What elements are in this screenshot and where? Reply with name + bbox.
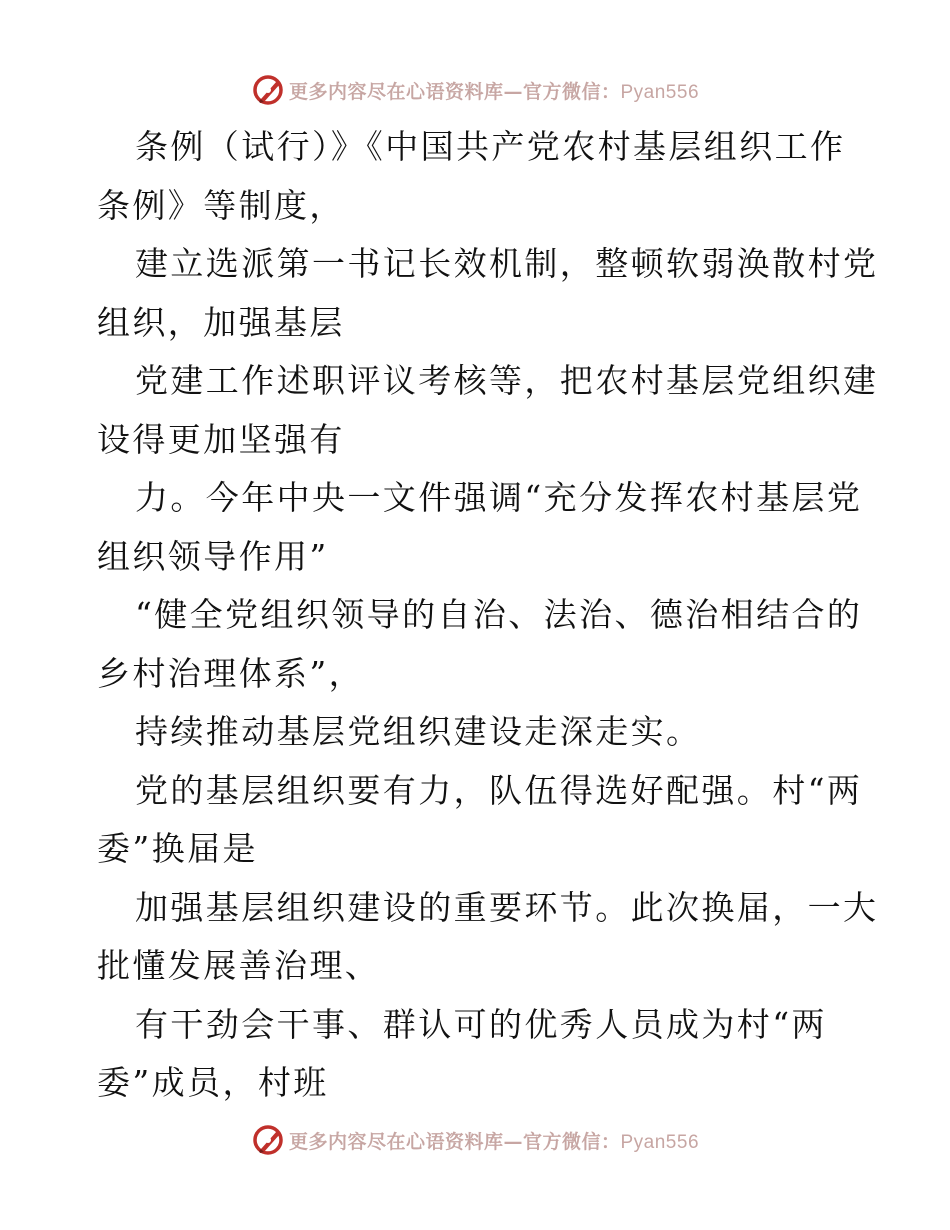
body-line: 组织，加强基层 — [97, 302, 345, 342]
body-line: “健全党组织领导的自治、法治、德治相结合的 — [135, 595, 863, 634]
header-banner-cn: 更多内容尽在心语资料库—官方微信： — [288, 80, 621, 103]
body-line: 批懂发展善治理、 — [97, 946, 381, 985]
body-line: 乡村治理体系”， — [97, 653, 365, 693]
header-banner-text — [289, 77, 699, 104]
body-line: 条例（试行）》《中国共产党农村基层组织工作 — [135, 127, 846, 166]
body-line: 有干劲会干事、群认可的优秀人员成为村“两 — [135, 1004, 827, 1044]
footer-banner-wechat-id: Pyan556 — [620, 1131, 700, 1153]
document-body — [97, 118, 879, 1113]
footer-banner — [0, 1120, 950, 1160]
header-banner-wechat-id: Pyan556 — [620, 81, 700, 103]
footer-banner-cn: 更多内容尽在心语资料库—官方微信： — [288, 1130, 621, 1153]
body-line: 委”换届是 — [97, 829, 258, 868]
body-line: 委”成员，村班 — [97, 1063, 329, 1102]
header-banner — [0, 70, 950, 110]
body-line: 持续推动基层党组织建设走深走实。 — [135, 712, 702, 751]
footer-banner-text — [289, 1127, 699, 1154]
body-line: 力。今年中央一文件强调“充分发挥农村基层党 — [135, 478, 863, 517]
body-line: 条例》等制度， — [97, 185, 345, 225]
body-line: 党的基层组织要有力，队伍得选好配强。村“两 — [135, 770, 863, 810]
body-line: 党建工作述职评议考核等，把农村基层党组织建 — [135, 361, 879, 400]
pen-circle-logo-icon — [251, 73, 285, 107]
body-line: 加强基层组织建设的重要环节。此次换届，一大 — [135, 887, 879, 927]
body-line: 组织领导作用” — [97, 536, 329, 576]
body-line: 设得更加坚强有 — [97, 419, 345, 459]
pen-circle-logo-icon — [251, 1123, 285, 1157]
body-line: 建立选派第一书记长效机制，整顿软弱涣散村党 — [135, 244, 879, 283]
